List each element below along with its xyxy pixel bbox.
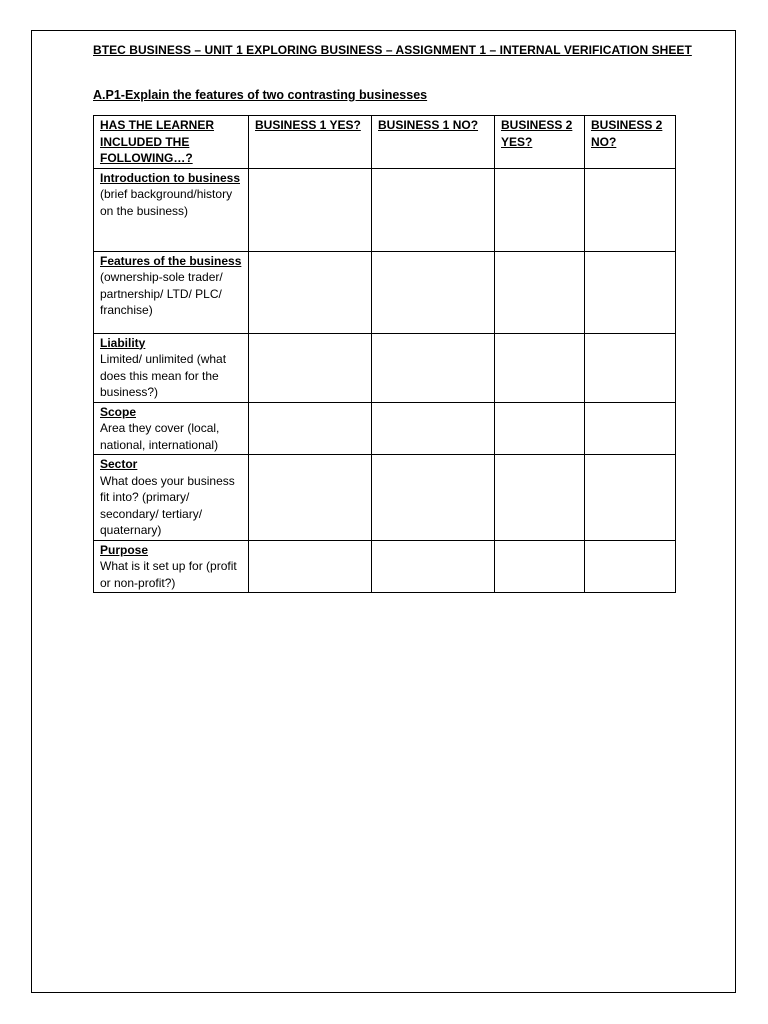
business-1-no-cell[interactable]: [372, 251, 495, 333]
business-1-no-cell[interactable]: [372, 168, 495, 251]
criteria-description: Area they cover (local, national, international): [100, 421, 220, 452]
criteria-cell: [94, 540, 249, 593]
criteria-cell: [94, 251, 249, 333]
business-2-no-cell[interactable]: [585, 251, 676, 333]
business-2-yes-cell[interactable]: [495, 168, 585, 251]
table-row: [94, 333, 676, 402]
header-business-2-no: BUSINESS 2 NO?: [585, 116, 676, 169]
criteria-description: Limited/ unlimited (what does this mean for the business?): [100, 352, 227, 399]
table-row: [94, 251, 676, 333]
business-2-no-cell[interactable]: [585, 455, 676, 541]
business-1-yes-cell[interactable]: [249, 402, 372, 455]
criteria-title: Sector: [100, 457, 138, 471]
business-1-no-cell[interactable]: [372, 455, 495, 541]
header-business-1-yes: BUSINESS 1 YES?: [249, 116, 372, 169]
table-row: [94, 168, 676, 251]
criteria-title: Liability: [100, 335, 146, 350]
business-2-no-cell[interactable]: [585, 333, 676, 402]
business-1-no-cell[interactable]: [372, 333, 495, 402]
header-business-2-yes: BUSINESS 2 YES?: [495, 116, 585, 169]
header-business-1-no: BUSINESS 1 NO?: [372, 116, 495, 169]
business-1-no-cell[interactable]: [372, 402, 495, 455]
table-row: [94, 455, 676, 541]
criteria-title: Scope: [100, 404, 137, 419]
table-header-row: [94, 116, 676, 169]
criteria-description: What is it set up for (profit or non-profit?): [100, 559, 237, 590]
criteria-title: Introduction to business: [100, 170, 240, 185]
criteria-title: Features of the business: [100, 253, 242, 268]
business-2-no-cell[interactable]: [585, 540, 676, 593]
business-1-yes-cell[interactable]: [249, 540, 372, 593]
business-1-yes-cell[interactable]: [249, 168, 372, 251]
section-heading: A.P1-Explain the features of two contrasting businesses: [93, 88, 428, 102]
table-row: [94, 402, 676, 455]
business-2-no-cell[interactable]: [585, 402, 676, 455]
criteria-description: What does your business fit into? (primary/ secondary/ tertiary/ quaternary): [100, 473, 235, 537]
table-row: [94, 540, 676, 593]
business-2-yes-cell[interactable]: [495, 455, 585, 541]
criteria-cell: [94, 333, 249, 402]
business-2-yes-cell[interactable]: [495, 540, 585, 593]
business-1-yes-cell[interactable]: [249, 455, 372, 541]
criteria-description: (ownership-sole trader/ partnership/ LTD/ PLC/ franchise): [100, 270, 223, 317]
business-1-yes-cell[interactable]: [249, 333, 372, 402]
header-criteria: HAS THE LEARNER INCLUDED THE FOLLOWING…?: [94, 116, 249, 169]
criteria-cell: [94, 168, 249, 251]
verification-table: [93, 115, 676, 593]
criteria-cell: [94, 455, 249, 541]
criteria-cell: [94, 402, 249, 455]
criteria-title: Purpose: [100, 542, 149, 557]
business-1-yes-cell[interactable]: [249, 251, 372, 333]
criteria-description: (brief background/history on the business): [100, 187, 233, 218]
business-2-yes-cell[interactable]: [495, 333, 585, 402]
business-2-yes-cell[interactable]: [495, 402, 585, 455]
business-2-yes-cell[interactable]: [495, 251, 585, 333]
document-title: BTEC BUSINESS – UNIT 1 EXPLORING BUSINESS – ASSIGNMENT 1 – INTERNAL VERIFICATION SHEET: [93, 43, 692, 57]
business-1-no-cell[interactable]: [372, 540, 495, 593]
business-2-no-cell[interactable]: [585, 168, 676, 251]
